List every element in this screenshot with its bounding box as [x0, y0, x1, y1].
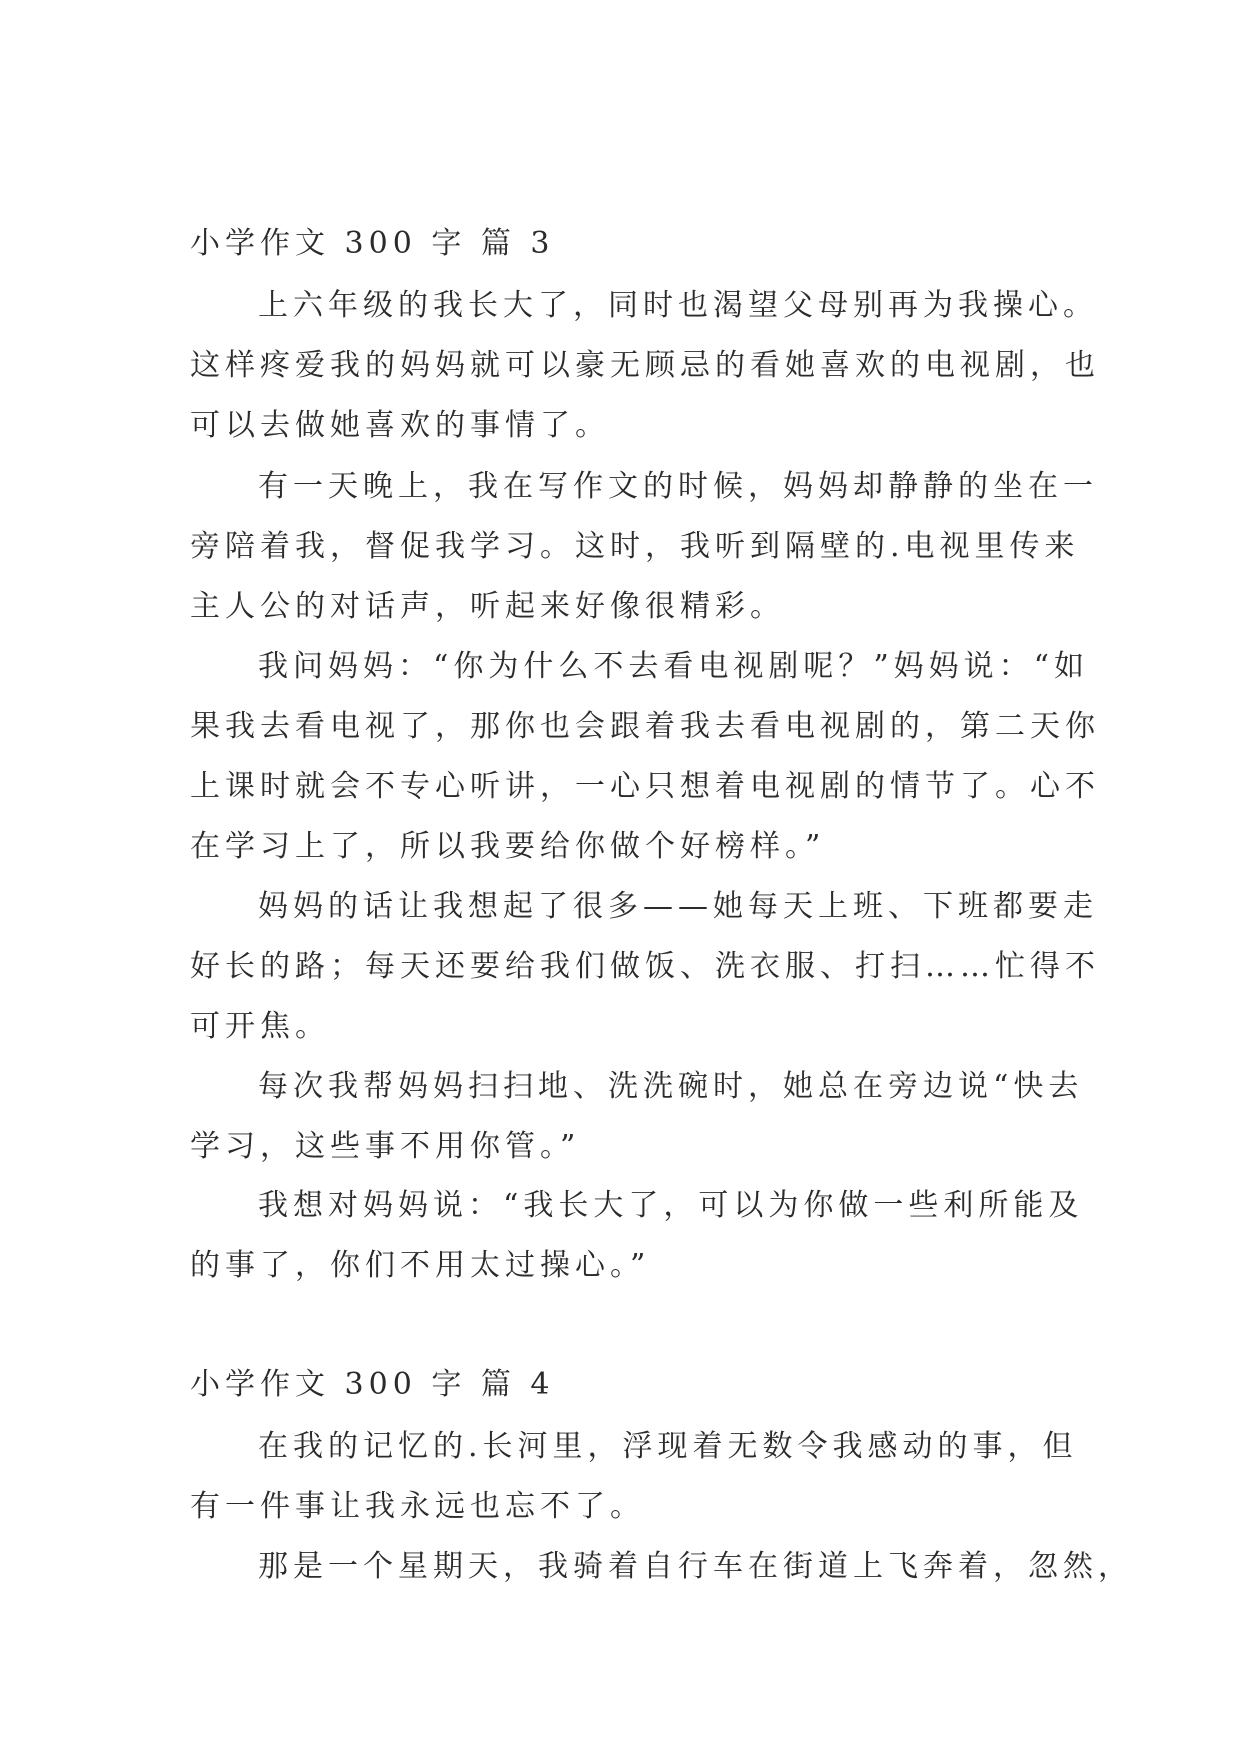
- section-heading: 小学作文 300 字 篇 4: [190, 1367, 555, 1402]
- paragraph-line: 我问妈妈：“你为什么不去看电视剧呢？”妈妈说：“如: [258, 649, 1090, 684]
- paragraph-line: 这样疼爱我的妈妈就可以豪无顾忌的看她喜欢的电视剧，也: [190, 348, 1100, 383]
- paragraph-line: 每次我帮妈妈扫扫地、洗洗碗时，她总在旁边说“快去: [258, 1069, 1084, 1104]
- paragraph-line: 在我的记忆的.长河里，浮现着无数令我感动的事，但: [258, 1429, 1078, 1464]
- paragraph-line: 可以去做她喜欢的事情了。: [190, 408, 610, 443]
- paragraph-line: 好长的路；每天还要给我们做饭、洗衣服、打扫……忙得不: [190, 949, 1100, 984]
- paragraph-line: 上课时就会不专心听讲，一心只想着电视剧的情节了。心不: [190, 769, 1100, 804]
- paragraph-line: 我想对妈妈说：“我长大了，可以为你做一些利所能及: [258, 1188, 1084, 1223]
- paragraph-line: 果我去看电视了，那你也会跟着我去看电视剧的，第二天你: [190, 709, 1100, 744]
- paragraph-line: 在学习上了，所以我要给你做个好榜样。”: [190, 829, 826, 864]
- paragraph-line: 可开焦。: [190, 1009, 330, 1044]
- section-heading: 小学作文 300 字 篇 3: [190, 226, 555, 261]
- paragraph-line: 那是一个星期天，我骑着自行车在街道上飞奔着，忽然，: [258, 1549, 1133, 1584]
- paragraph-line: 妈妈的话让我想起了很多——她每天上班、下班都要走: [258, 889, 1098, 924]
- paragraph-line: 主人公的对话声，听起来好像很精彩。: [190, 589, 785, 624]
- paragraph-line: 有一件事让我永远也忘不了。: [190, 1489, 645, 1524]
- paragraph-line: 旁陪着我，督促我学习。这时，我听到隔壁的.电视里传来: [190, 529, 1080, 564]
- paragraph-line: 有一天晚上，我在写作文的时候，妈妈却静静的坐在一: [258, 469, 1098, 504]
- paragraph-line: 学习，这些事不用你管。”: [190, 1129, 581, 1164]
- paragraph-line: 上六年级的我长大了，同时也渴望父母别再为我操心。: [258, 288, 1098, 323]
- paragraph-line: 的事了，你们不用太过操心。”: [190, 1248, 651, 1283]
